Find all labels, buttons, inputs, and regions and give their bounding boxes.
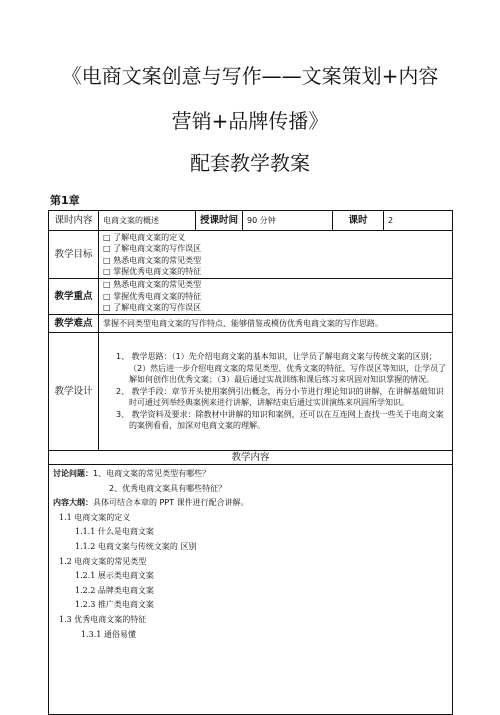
content-row xyxy=(49,465,453,715)
toc-item: 1.3.1 通俗易懂 xyxy=(81,629,136,639)
content-header-row xyxy=(49,451,453,465)
content-header: 教学内容 xyxy=(49,451,453,465)
toc-item: 1.3 优秀电商文案的特征 xyxy=(59,614,147,624)
design-item: 2、 教学手段：章节开头使用案例引出概念，再分小节进行理论知识的讲解，在讲解基础知识时可通过列举经典案例来进行讲解，讲解结束后通过实训演练来巩固所学知识。 xyxy=(116,386,444,408)
outline-text: 具体可结合本章的 PPT 课件进行配合讲解。 xyxy=(93,498,249,508)
chapter-heading: 第1章 xyxy=(50,194,80,207)
goal-item: □ 了解电商文案的定义 xyxy=(103,232,186,242)
design-item: 3、 教学资料及要求：除教材中讲解的知识和案例，还可以在互连网上查找一些关于电商文案的案例看看，加深对电商文案的理解。 xyxy=(116,409,444,431)
hours-label: 课时 xyxy=(333,211,384,231)
difficulty-label: 教学难点 xyxy=(49,315,99,333)
title-line-2: 营销+品牌传播》 xyxy=(171,109,329,133)
lesson-plan-table xyxy=(48,210,453,715)
time-label: 授课时间 xyxy=(196,211,243,231)
discussion-question: 1、电商文案的常见类型有哪些？ xyxy=(93,469,211,478)
toc-item: 1.2.3 推广类电商文案 xyxy=(75,600,154,610)
course-value: 电商文案的概述 xyxy=(99,211,196,231)
goals-list xyxy=(99,231,453,279)
discussion-question: 2、优秀电商文案具有哪些特征？ xyxy=(109,483,227,493)
outline-line xyxy=(53,496,448,511)
content-body xyxy=(49,465,453,715)
focus-item: □ 熟悉电商文案的常见类型 xyxy=(103,280,202,290)
time-value: 90 分钟 xyxy=(243,211,333,231)
course-label: 课时内容 xyxy=(49,211,99,231)
focus-row xyxy=(49,279,453,315)
toc-item: 1.2 电商文案的常见类型 xyxy=(59,556,147,566)
focus-list xyxy=(99,279,453,315)
toc-item: 1.1.2 电商文案与传统文案的 区别 xyxy=(75,541,197,551)
design-item: 1、 教学思路：（1）先介绍电商文案的基本知识，让学员了解电商文案与传统文案的区别；（2）然后进一步介绍电商文案的常见类型、优秀文案的特征、写作误区等知识，让学员了解如何创作出优秀文案；（3）最后通过实战训练和课后练习来巩固对知识掌握的情况。 xyxy=(116,352,447,385)
hours-value: 2 xyxy=(384,211,453,231)
difficulty-text: 掌握不同类型电商文案的写作特点、能够借鉴或模仿优秀电商文案的写作思路。 xyxy=(99,315,453,333)
info-row xyxy=(49,211,453,231)
goal-item: □ 了解电商文案的写作误区 xyxy=(103,244,202,253)
difficulty-row xyxy=(49,315,453,333)
design-list xyxy=(99,333,453,451)
subtitle: 配套教学教案 xyxy=(190,151,310,175)
outline-label: 内容大纲： xyxy=(53,498,93,508)
title-line-1: 《电商文案创意与写作——文案策划+内容 xyxy=(61,64,439,88)
design-row xyxy=(49,333,453,451)
goal-item: □ 熟悉电商文案的常见类型 xyxy=(103,255,202,265)
toc-item: 1.2.1 展示类电商文案 xyxy=(75,571,154,581)
toc-item: 1.1 电商文案的定义 xyxy=(59,512,131,522)
focus-item: □ 了解电商文案的写作误区 xyxy=(103,303,202,313)
goals-row xyxy=(49,231,453,279)
focus-item: □ 掌握优秀电商文案的特征 xyxy=(103,291,202,301)
focus-label: 教学重点 xyxy=(49,279,99,315)
discussion-line xyxy=(53,467,448,482)
discussion-label: 讨论问题： xyxy=(53,469,93,478)
goals-label: 教学目标 xyxy=(49,231,99,279)
design-label: 教学设计 xyxy=(49,333,99,451)
toc-item: 1.1.1 什么是电商文案 xyxy=(75,527,154,537)
toc-item: 1.2.2 品牌类电商文案 xyxy=(75,585,154,595)
goal-item: □ 掌握优秀电商文案的特征 xyxy=(103,267,202,276)
